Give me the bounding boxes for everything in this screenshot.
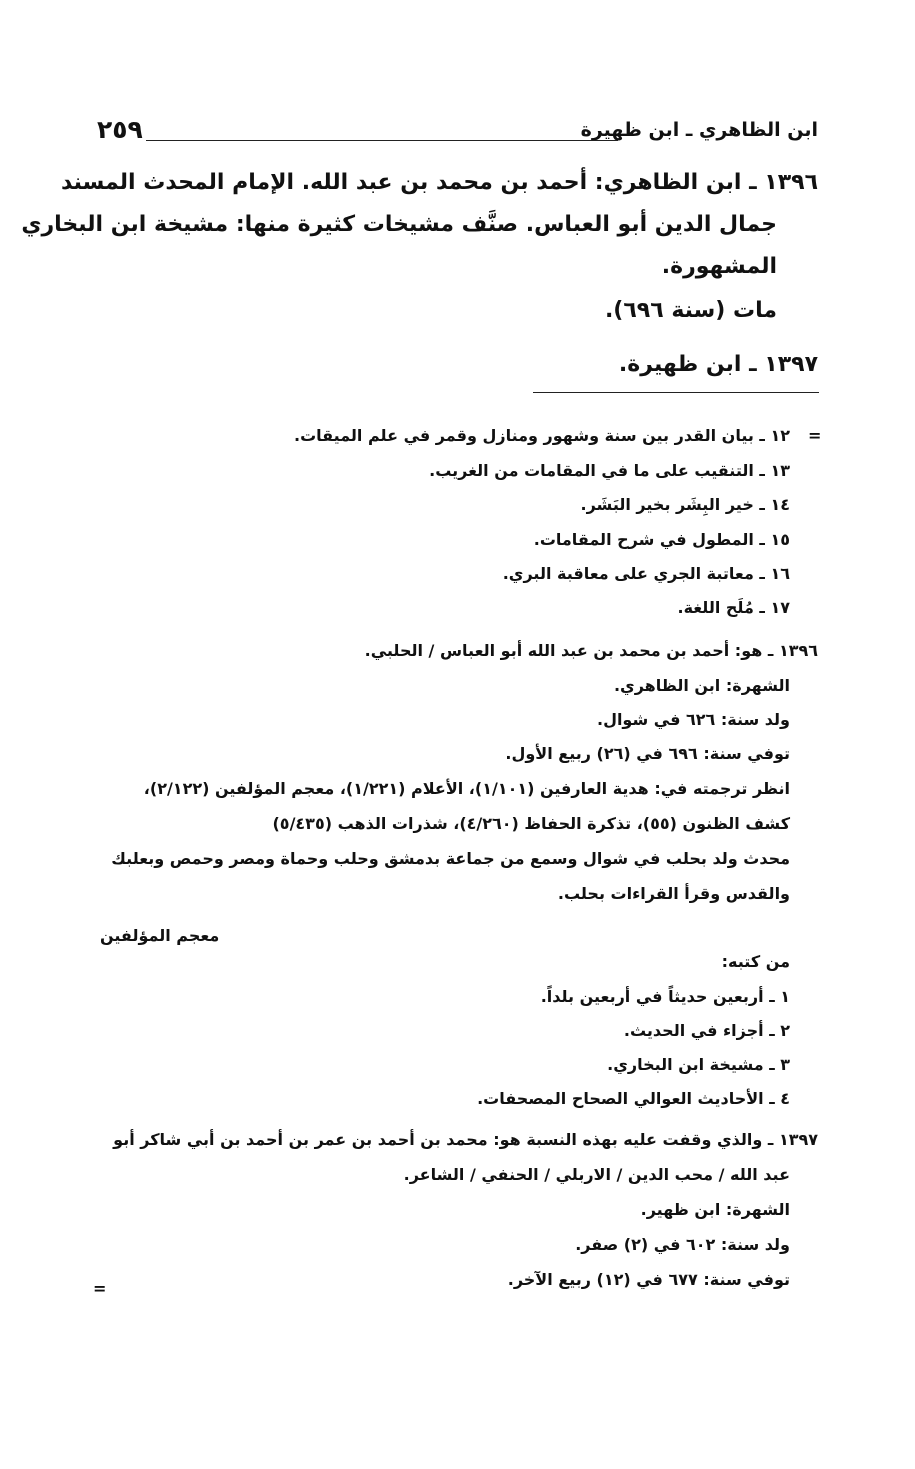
entry-1397-line-1: ١٣٩٧ ـ ابن ظهيرة. bbox=[618, 352, 818, 377]
fn-1396-died: توفي سنة: ٦٩٦ في (٢٦) ربيع الأول. bbox=[505, 744, 790, 763]
fn-1396-source: معجم المؤلفين bbox=[100, 926, 220, 945]
fn-1397-line-2: عبد الله / محب الدين / الاربلي / الحنفي / الشاعر. bbox=[403, 1165, 790, 1184]
running-title: ابن الظاهري ـ ابن ظهيرة bbox=[580, 119, 818, 141]
fn-1397-died: توفي سنة: ٦٧٧ في (١٢) ربيع الآخر. bbox=[507, 1270, 790, 1289]
cont-line-15: ١٥ ـ المطول في شرح المقامات. bbox=[533, 530, 790, 549]
continuation-mark: = bbox=[808, 426, 822, 445]
fn-1396-books-heading: من كتبه: bbox=[721, 952, 790, 971]
fn-1397-born: ولد سنة: ٦٠٢ في (٢) صفر. bbox=[575, 1235, 790, 1254]
footnote-separator bbox=[533, 392, 819, 393]
fn-1396-book-3: ٣ ـ مشيخة ابن البخاري. bbox=[607, 1055, 790, 1074]
entry-1396-line-1: ١٣٩٦ ـ ابن الظاهري: أحمد بن محمد بن عبد الله. الإمام المحدث المسند bbox=[60, 170, 818, 195]
fn-1397-line-1: ١٣٩٧ ـ والذي وقفت عليه بهذه النسبة هو: محمد بن أحمد بن عمر بن أحمد بن أبي شاكر أبو bbox=[113, 1130, 818, 1149]
cont-line-16: ١٦ ـ معاتبة الجري على معاقبة البري. bbox=[502, 564, 790, 583]
cont-line-12: ١٢ ـ بيان القدر بين سنة وشهور ومنازل وقمر في علم الميقات. bbox=[293, 426, 790, 445]
fn-1396-refs-1: انظر ترجمته في: هدية العارفين (١/١٠١)، الأعلام (١/٢٢١)، معجم المؤلفين (٢/١٢٢)، bbox=[143, 779, 790, 798]
fn-1396-book-1: ١ ـ أربعين حديثاً في أربعين بلداً. bbox=[540, 987, 790, 1006]
fn-1396-born: ولد سنة: ٦٢٦ في شوال. bbox=[596, 710, 790, 729]
entry-1396-line-2: جمال الدين أبو العباس. صنَّف مشيخات كثيرة منها: مشيخة ابن البخاري bbox=[21, 212, 777, 237]
fn-1396-bio-1: محدث ولد بحلب في شوال وسمع من جماعة بدمشق وحلب وحماة ومصر وحمص وبعلبك bbox=[111, 849, 790, 868]
fn-1396-book-2: ٢ ـ أجزاء في الحديث. bbox=[623, 1021, 790, 1040]
header-rule bbox=[146, 140, 618, 141]
cont-line-17: ١٧ ـ مُلَح اللغة. bbox=[677, 598, 790, 617]
fn-1397-fame: الشهرة: ابن ظهير. bbox=[640, 1200, 790, 1219]
fn-1396-fame: الشهرة: ابن الظاهري. bbox=[613, 676, 790, 695]
fn-1396-book-4: ٤ ـ الأحاديث العوالي الصحاح المصحفات. bbox=[477, 1089, 790, 1108]
cont-line-13: ١٣ ـ التنقيب على ما في المقامات من الغريب. bbox=[429, 461, 790, 480]
fn-1396-line-1: ١٣٩٦ ـ هو: أحمد بن محمد بن عبد الله أبو العباس / الحلبي. bbox=[364, 641, 818, 660]
entry-1396-line-4: مات (سنة ٦٩٦). bbox=[604, 298, 777, 323]
page-number: ٢٥٩ bbox=[97, 115, 143, 144]
cont-line-14: ١٤ ـ خير البِشَر بخير البَشَر. bbox=[580, 495, 790, 514]
page-end-mark: = bbox=[93, 1279, 107, 1298]
entry-1396-line-3: المشهورة. bbox=[661, 254, 777, 279]
fn-1396-bio-2: والقدس وقرأ القراءات بحلب. bbox=[557, 884, 790, 903]
fn-1396-refs-2: كشف الظنون (٥٥)، تذكرة الحفاظ (٤/٢٦٠)، شذرات الذهب (٥/٤٣٥) bbox=[272, 814, 790, 833]
